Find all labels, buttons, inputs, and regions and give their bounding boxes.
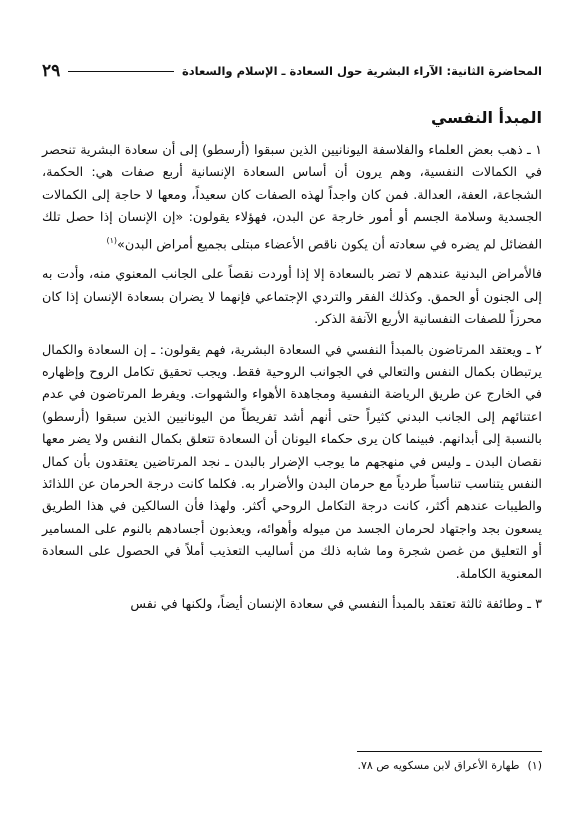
book-page xyxy=(42,58,542,818)
paragraph-1-text: ١ ـ ذهب بعض العلماء والفلاسفة اليونانيين الذين سبقوا (أرسطو) إلى أن سعادة البشرية تنحصر في الكمالات النفسية، وهم يرون أن أساس السعادة الإنسانية أربع صفات هي: الحكمة، الشجاعة، العفة، العدالة. فمن كان واجداً لهذه الصفات كان سعيداً، ومعها لا حاجة إلى الكمالات الجسدية وسلامة الجسم أو أمور خارجة عن البدن، فهؤلاء يقولون: «إن الإنسان إذا حصل تلك الفضائل لم يضره في سعادته أن يكون ناقص الأعضاء مبتلى بجميع أمراض البدن» xyxy=(42,143,542,252)
page-number: ٢٩ xyxy=(42,61,61,81)
footnote xyxy=(42,758,542,774)
section-title: المبدأ النفسي xyxy=(430,108,542,127)
footnote-text: طهارة الأعراق لابن مسكويه ص ٧٨. xyxy=(357,759,520,772)
paragraph-4: ٣ ـ وطائفة ثالثة تعتقد بالمبدأ النفسي في سعادة الإنسان أيضاً، ولكنها في نفس xyxy=(130,596,542,612)
footnote-divider xyxy=(357,751,542,752)
footnote-number: (١) xyxy=(527,759,542,772)
paragraph-1 xyxy=(42,140,542,256)
paragraph-3: ٢ ـ ويعتقد المرتاضون بالمبدأ النفسي في السعادة البشرية، فهم يقولون: ـ إن السعادة والكمال يرتبطان بكمال النفس والتعالي في الجوانب الروحية فقط. ويجب تحقيق تكامل الروح وإظهاره في الخارج عن طريق الرياضة النفسية ومجاهدة الأهواء والشهوات. ويفرط المرتاضون في عدم اعتنائهم إلى الجانب البدني كثيراً حتى أنهم أشد تفريطاً من اليونانيين الذين سبقوا (أرسطو) بالنسبة إلى أبدانهم. فبينما كان يرى حكماء اليونان أن السعادة تتعلق بكمال النفس ولا يضر معها نقصان البدن ـ وليس في منهجهم ما يوجب الإضرار بالبدن ـ نجد المرتاضين يعتقدون بأن كمال النفس يتناسب تناسباً طردياً مع حرمان البدن والأضرار به. فكلما كانت درجة الحرمان عن اللذائذ والطيبات عندهم أكثر، كانت درجة التكامل الروحي أكثر. ولهذا فأن السالكين في هذا الطريق يسعون بجد واجتهاد لحرمان الجسد من ميوله وأهوائه، ويعذبون أجسادهم بالنوم على المسامير أو التعليق من غصن شجرة وما شابه ذلك من أساليب التعذيب أملاً في الحصول على السعادة المعنوية الكاملة. xyxy=(42,342,542,582)
running-header xyxy=(42,58,542,84)
header-rule xyxy=(68,71,174,72)
body-text xyxy=(42,140,542,624)
paragraph-2: فالأمراض البدنية عندهم لا تضر بالسعادة إلا إذا أوردت نقصاً على الجانب المعنوي منه، وأدت به إلى الجنون أو الحمق. وكذلك الفقر والتردي الإجتماعي فإنهما لا يضران بسعادة الإنسان إذا كان محرزاً للصفات النفسانية الأربع الآنفة الذكر. xyxy=(42,267,542,328)
footnote-reference[interactable]: (١) xyxy=(106,235,117,245)
running-title: المحاضرة الثانية: الآراء البشرية حول السعادة ـ الإسلام والسعادة xyxy=(181,64,542,78)
